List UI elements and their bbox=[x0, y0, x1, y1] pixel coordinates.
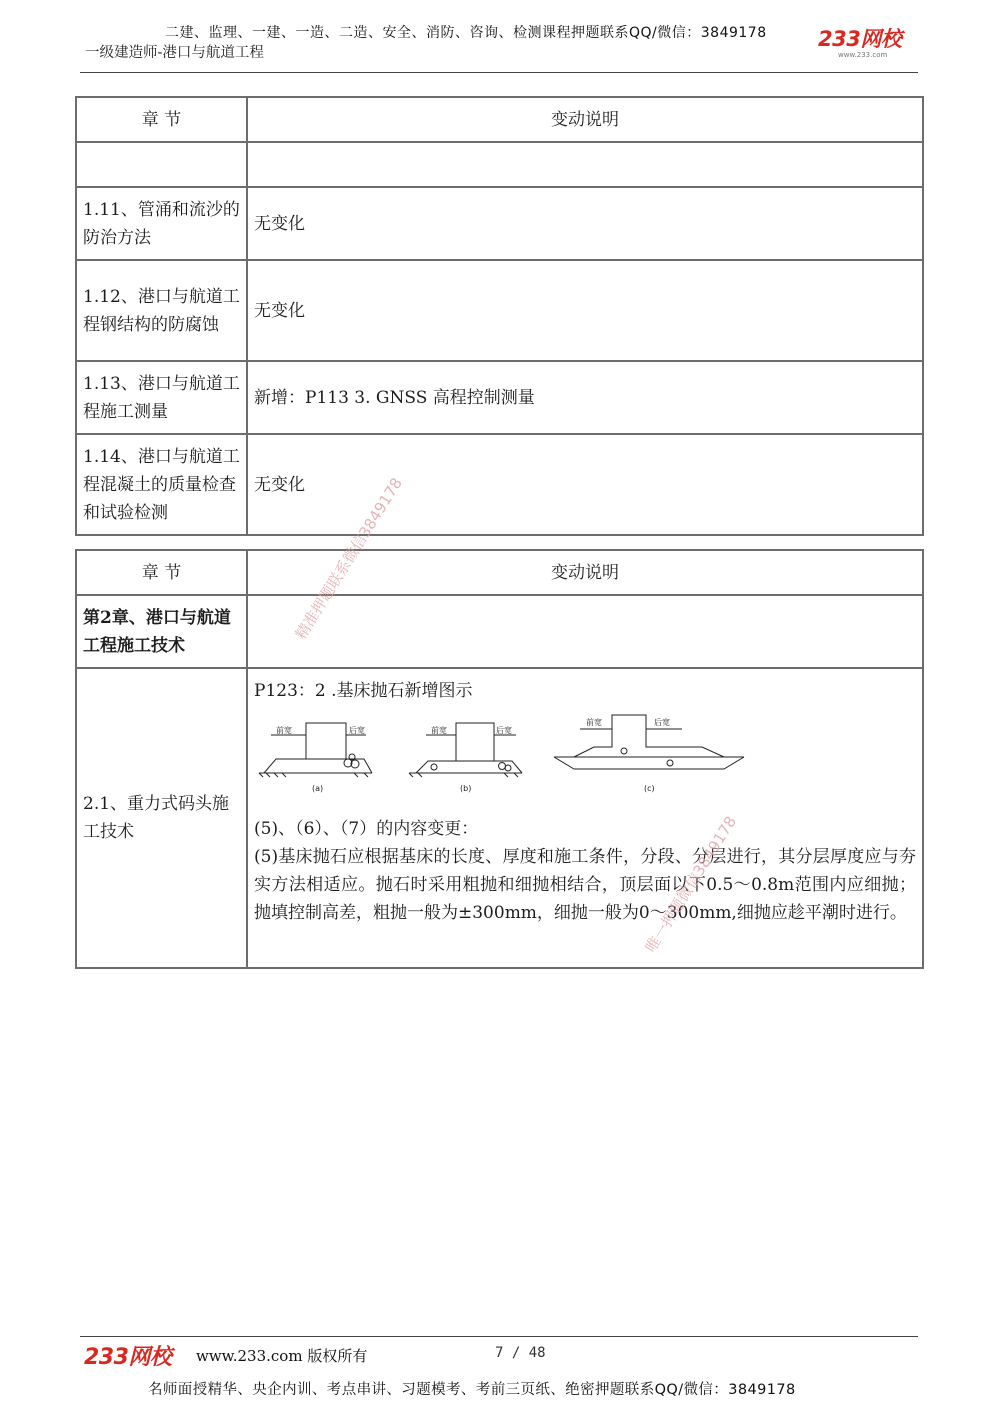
table-row bbox=[76, 260, 923, 361]
change-intro: (5)、（6）、（7）的内容变更： bbox=[254, 819, 479, 839]
change-cell: 新增：P113 3. GNSS 高程控制测量 bbox=[247, 361, 923, 434]
table-header-row bbox=[76, 97, 923, 142]
watermark-text: 唯一押题微信3849178 bbox=[641, 813, 741, 956]
svg-text:(b): (b) bbox=[460, 784, 472, 793]
table-row bbox=[76, 361, 923, 434]
header-change: 变动说明 bbox=[247, 550, 923, 595]
table-header-row bbox=[76, 550, 923, 595]
change-lead: P123：2 .基床抛石新增图示 bbox=[254, 681, 473, 701]
section-cell: 1.11、管涌和流沙的防治方法 bbox=[76, 187, 247, 260]
footer-divider bbox=[80, 1336, 918, 1337]
page-number: 7 / 48 bbox=[495, 1345, 546, 1361]
section-cell: 1.14、港口与航道工程混凝土的质量检查和试验检测 bbox=[76, 434, 247, 535]
top-contact-banner: 二建、监理、一建、一造、二造、安全、消防、咨询、检测课程押题联系QQ/微信：3849178 bbox=[165, 25, 767, 41]
chapter-title-cell: 第2章、港口与航道工程施工技术 bbox=[76, 595, 247, 668]
brand-logo-text: 233网校 bbox=[818, 27, 902, 51]
change-paragraph: (5)基床抛石应根据基床的长度、厚度和施工条件，分段、分层进行，其分层厚度应与夯实方法相适应。抛石时采用粗抛和细抛相结合，顶层面以下0.5～0.8m范围内应细抛；抛填控制高差，粗抛一般为±300mm，细抛一般为0～300mm,细抛应趁平潮时进行。 bbox=[254, 847, 916, 923]
document-subtitle: 一级建造师-港口与航道工程 bbox=[85, 45, 264, 61]
svg-text:(a): (a) bbox=[312, 784, 324, 793]
section-cell: 1.12、港口与航道工程钢结构的防腐蚀 bbox=[76, 260, 247, 361]
chapter-row bbox=[76, 595, 923, 668]
svg-text:前宽: 前宽 bbox=[431, 726, 447, 735]
svg-text:前宽: 前宽 bbox=[586, 718, 602, 727]
watermark-text: 精准押题联系微信3849178 bbox=[291, 474, 406, 643]
diagram-c bbox=[554, 715, 744, 793]
section-cell: 2.1、重力式码头施工技术 bbox=[76, 668, 247, 968]
brand-logo-url: www.233.com bbox=[838, 51, 888, 59]
svg-text:后宽: 后宽 bbox=[496, 726, 512, 735]
table-row bbox=[76, 187, 923, 260]
svg-text:(c): (c) bbox=[644, 784, 655, 793]
header-change: 变动说明 bbox=[247, 97, 923, 142]
section-cell: 1.13、港口与航道工程施工测量 bbox=[76, 361, 247, 434]
change-cell: 无变化 bbox=[247, 434, 923, 535]
svg-text:后宽: 后宽 bbox=[654, 718, 670, 727]
change-cell bbox=[247, 668, 923, 968]
changes-table-chapter2 bbox=[75, 549, 924, 969]
footer-copyright: www.233.com 版权所有 bbox=[196, 1347, 368, 1365]
change-cell bbox=[247, 595, 923, 668]
diagram-a bbox=[259, 723, 372, 793]
header-section: 章 节 bbox=[76, 550, 247, 595]
change-cell: 无变化 bbox=[247, 260, 923, 361]
change-cell: 无变化 bbox=[247, 187, 923, 260]
change-cell bbox=[247, 142, 923, 187]
svg-text:前宽: 前宽 bbox=[276, 726, 292, 735]
foundation-riprap-figure bbox=[254, 711, 916, 809]
section-cell bbox=[76, 142, 247, 187]
header-divider bbox=[80, 72, 918, 73]
brand-logo[interactable] bbox=[818, 27, 928, 67]
header-section: 章 节 bbox=[76, 97, 247, 142]
bottom-contact-banner: 名师面授精华、央企内训、考点串讲、习题模考、考前三页纸、绝密押题联系QQ/微信：3849178 bbox=[148, 1382, 796, 1398]
table-row bbox=[76, 668, 923, 968]
table-row bbox=[76, 434, 923, 535]
table-row bbox=[76, 142, 923, 187]
footer-logo[interactable]: 233网校 bbox=[84, 1345, 172, 1370]
changes-table-chapter1 bbox=[75, 96, 924, 536]
svg-text:后宽: 后宽 bbox=[349, 726, 365, 735]
diagram-b bbox=[409, 723, 522, 793]
riprap-diagrams bbox=[254, 711, 914, 809]
